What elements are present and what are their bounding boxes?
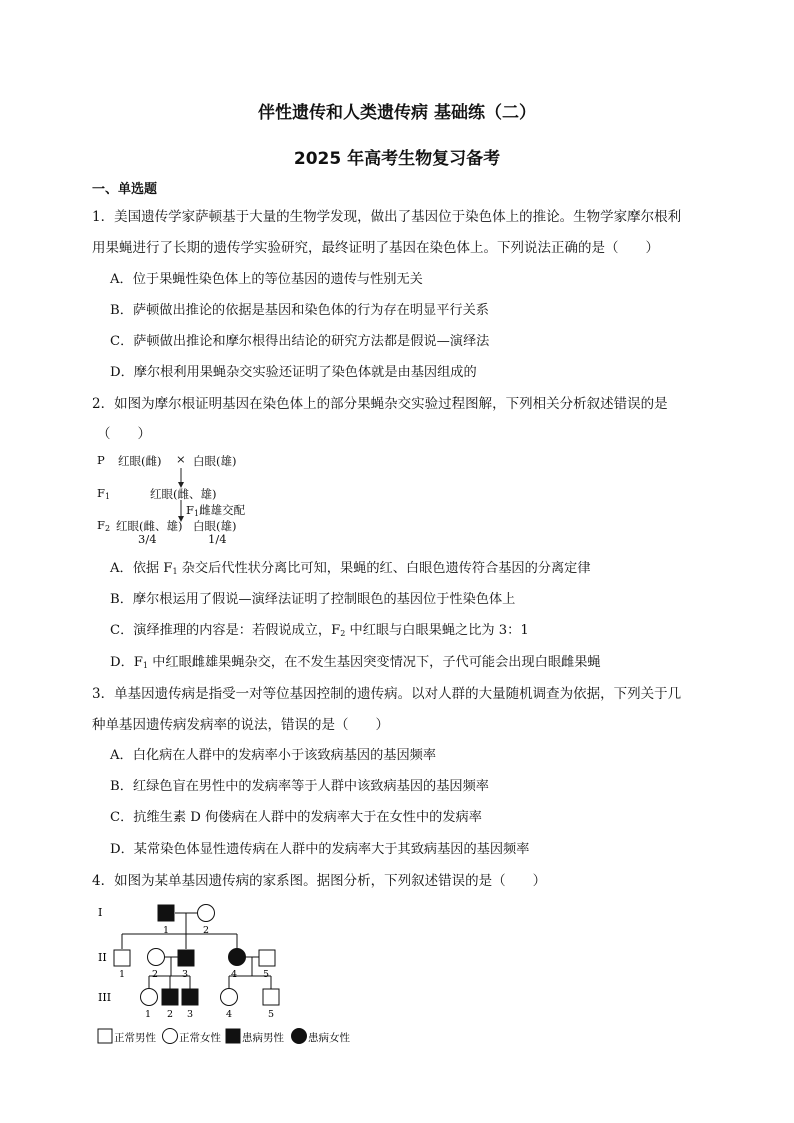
q1-stem-line1: 1．美国遗传学家萨顿基于大量的生物学发现，做出了基因位于染色体上的推论。生物学家摩尔根利 [92,209,682,225]
q3-stem-line1: 3．单基因遗传病是指受一对等位基因控制的遗传病。以对人群的大量随机调查为依据，下列关于几 [92,686,682,702]
gen2-normal-male-1 [114,950,130,966]
q3-option-a: A．白化病在人群中的发病率小于该致病基因的基因频率 [110,748,437,763]
page-title: 伴性遗传和人类遗传病 基础练（二） [258,103,536,123]
svg-text:4: 4 [231,969,238,980]
gen2-normal-female-2 [148,949,165,966]
q1-option-d: D．摩尔根利用果蝇杂交实验还证明了染色体就是由基因组成的 [110,365,477,380]
q2-option-c: C．演绎推理的内容是：若假说成立，$F_2$ 中红眼与白眼果蝇之比为 3：1 [110,623,529,638]
q2-stem-line1: 2．如图为摩尔根证明基因在染色体上的部分果蝇杂交实验过程图解，下列相关分析叙述错误的是 [92,396,668,412]
svg-text:正常男性: 正常男性 [114,1032,156,1044]
f2-white: 白眼(雄) [193,519,237,533]
svg-text:2: 2 [203,925,210,936]
q1-option-c: C．萨顿做出推论和摩尔根得出结论的研究方法都是假说—演绎法 [110,334,490,349]
f2-red-ratio: 3/4 [138,532,157,546]
gen2-normal-male-5 [259,950,275,966]
page-subtitle: 2025 年高考生物复习备考 [293,149,501,169]
section-heading: 一、单选题 [92,182,158,197]
gen2-affected-male-3 [178,950,194,966]
f1-label: $F_1$ [97,486,111,501]
q2-stem-line2: （ ） [97,426,151,442]
q2-option-a: A．依据 $F_1$ 杂交后代性状分离比可知，果蝇的红、白眼色遗传符合基因的分离定律 [110,561,591,576]
q2-option-b: B．摩尔根运用了假说—演绎法证明了控制眼色的基因位于性染色体上 [110,592,516,607]
q3-option-d: D．某常染色体显性遗传病在人群中的发病率大于其致病基因的基因频率 [110,842,530,857]
gen-label-2: II [98,951,107,964]
q3-option-c: C．抗维生素 D 佝偻病在人群中的发病率大于在女性中的发病率 [110,810,482,825]
q4-stem: 4．如图为某单基因遗传病的家系图。据图分析，下列叙述错误的是（ ） [92,873,547,889]
svg-text:患病男性: 患病男性 [242,1032,284,1044]
svg-text:1: 1 [163,925,170,936]
pedigree-legend [98,1029,350,1045]
q3-option-b: B．红绿色盲在男性中的发病率等于人群中该致病基因的基因频率 [110,779,489,794]
p-label: P [97,453,105,467]
gen3-normal-female-1 [141,989,158,1006]
p-female: 红眼(雌) [118,454,162,468]
gen3-normal-female-4 [221,989,238,1006]
svg-text:3: 3 [187,1009,194,1020]
svg-text:2: 2 [167,1009,174,1020]
cross-symbol: × [176,452,186,466]
q1-stem-line2: 用果蝇进行了长期的遗传学实验研究，最终证明了基因在染色体上。下列说法正确的是（ ） [92,240,659,256]
gen-label-3: III [98,991,112,1004]
gen-label-1: I [98,906,103,919]
f2-white-ratio: 1/4 [208,532,227,546]
gen3-affected-male-3 [182,989,198,1005]
f1-phenotype: 红眼(雌、雄) [150,487,217,501]
gen2-affected-female-4 [229,949,246,966]
f2-red: 红眼(雌、雄) [116,519,183,533]
svg-text:2: 2 [152,969,159,980]
svg-text:4: 4 [226,1009,233,1020]
q3-stem-line2: 种单基因遗传病发病率的说法，错误的是（ ） [92,717,389,733]
svg-text:5: 5 [268,1009,275,1020]
gen3-normal-male-5 [263,989,279,1005]
pedigree-chart [90,898,360,1048]
gen1-normal-female [198,905,215,922]
svg-text:5: 5 [263,969,270,980]
f1-cross-note: $F_1$雌雄交配 [186,503,246,518]
svg-text:1: 1 [119,969,126,980]
q1-option-b: B．萨顿做出推论的依据是基因和染色体的行为存在明显平行关系 [110,303,489,318]
q1-option-a: A．位于果蝇性染色体上的等位基因的遗传与性别无关 [110,272,423,287]
f2-label: $F_2$ [97,518,111,533]
gen3-affected-male-2 [162,989,178,1005]
q2-option-d: D．$F_1$ 中红眼雌雄果蝇杂交，在不发生基因突变情况下，子代可能会出现白眼雌果蝇 [110,655,601,670]
p-male: 白眼(雄) [193,454,237,468]
svg-text:患病女性: 患病女性 [308,1032,350,1044]
svg-text:正常女性: 正常女性 [179,1032,221,1044]
gen1-affected-male [158,905,174,921]
svg-text:3: 3 [182,969,189,980]
svg-text:1: 1 [145,1009,152,1020]
